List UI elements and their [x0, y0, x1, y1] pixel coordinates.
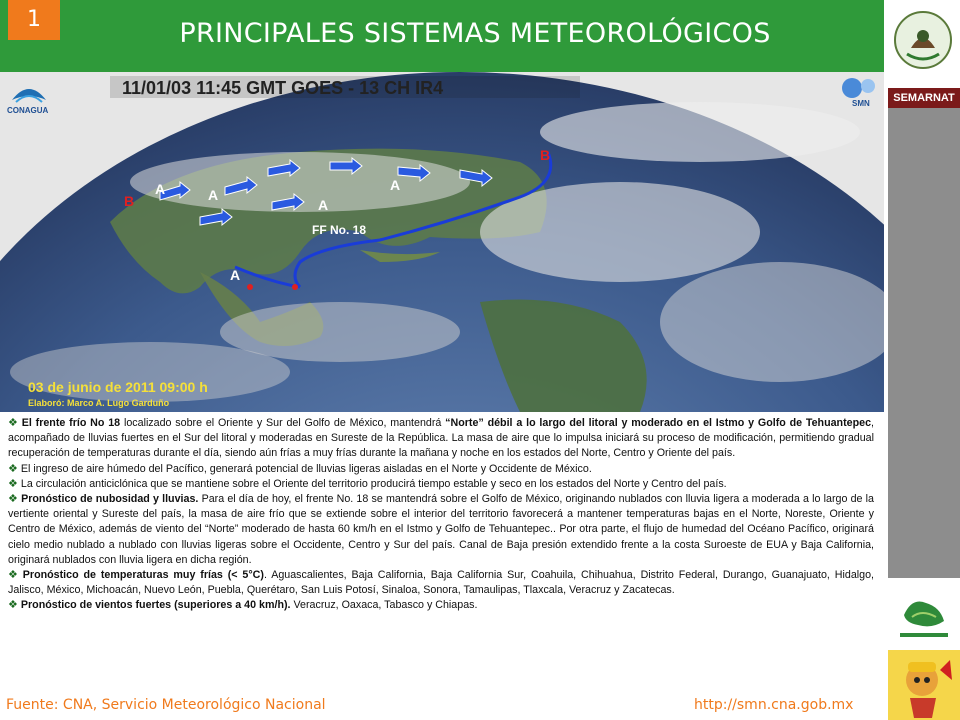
forecast-paragraph-pacific: ❖ El ingreso de aire húmedo del Pacífico, generará potencial de lluvias ligeras aisladas en el Norte y Occidente de México. — [8, 462, 592, 475]
satellite-author: Elaboró: Marco A. Lugo Garduño — [28, 398, 170, 408]
forecast-paragraph-anticyclone: ❖ La circulación anticiclónica que se mantiene sobre el Oriente del territorio producirá tiempo estable y seco en los estados del Norte y Centro del país. — [8, 477, 727, 490]
forecast-paragraph-front: ❖ El frente frío No 18 localizado sobre el Oriente y Sur del Golfo de México, mantendrá “Norte” débil a lo largo del litoral y moderado en el Istmo y Golfo de Tehuantepec, acompañado de lluvias fuertes en el Sur del litoral y moderadas en Sureste de la República. La masa de aire que lo impulsa iniciará su proceso de modificación, permitiendo gradual recuperación de temperaturas durante el día, siendo aún frías a muy frías durante la mañana y noche en los estados del Norte, Centro y Oriente del país. — [8, 417, 874, 460]
front-label: FF No. 18 — [312, 223, 367, 237]
low-pressure-label: B — [540, 147, 551, 163]
diamond-bullet-icon: ❖ — [8, 493, 19, 506]
mascot-image-icon — [888, 650, 960, 720]
diamond-bullet-icon: ❖ — [8, 417, 19, 429]
conafor-logo-icon — [892, 585, 956, 643]
forecast-paragraph-clouds: ❖ Pronóstico de nubosidad y lluvias. Para el día de hoy, el frente No. 18 se mantendrá sobre el Golfo de México, originando nublados con lluvia ligera a moderada a lo largo de la vertiente oriental y Sureste del país, la masa de aire frío que se extiende sobre el interior del territorio favorecerá a mantener temperaturas bajas en el Norte, Noreste, Oriente y Centro de México, además de viento del “Norte” moderado de hasta 60 km/h en el Istmo y Golfo de Tehuantepec.. Por otra parte, el flujo de humedad del Océano Pacífico, originará cielo medio nublado a nublado con lluvias ligeras sobre el Occidente, Centro y Sur del país. Canal de Baja presión extendido frente a la costa Suroeste de EUA y Baja California, originará nublados con lluvia ligera en dicha región. — [8, 493, 874, 566]
high-pressure-label: A — [208, 187, 219, 203]
low-pressure-label: B — [124, 193, 135, 209]
conagua-logo-icon — [4, 78, 54, 116]
semarnat-logo: SEMARNAT — [888, 88, 960, 108]
satellite-date-stamp: 03 de junio de 2011 09:00 h — [28, 379, 208, 395]
smn-logo-icon — [836, 74, 882, 108]
high-pressure-label: A — [230, 267, 241, 283]
mexico-seal-icon — [893, 8, 953, 72]
high-pressure-label: A — [318, 197, 329, 213]
satellite-image — [0, 72, 884, 412]
forecast-text — [8, 416, 874, 694]
diamond-bullet-icon: ❖ — [8, 462, 18, 475]
high-pressure-label: A — [390, 177, 401, 193]
high-pressure-label: A — [155, 181, 166, 197]
page-title: PRINCIPALES SISTEMAS METEOROLÓGICOS — [179, 18, 771, 49]
footer-url-link[interactable]: http://smn.cna.gob.mx — [694, 697, 854, 713]
smn-logo-text: SMN — [852, 99, 870, 108]
conagua-logo-text: CONAGUA — [7, 106, 49, 115]
footer-source: Fuente: CNA, Servicio Meteorológico Nacional — [6, 697, 326, 713]
forecast-paragraph-temperatures: ❖ Pronóstico de temperaturas muy frías (< 5°C). Aguascalientes, Baja California, Baja California Sur, Coahuila, Chihuahua, Distrito Federal, Durango, Guanajuato, Hidalgo, Jalisco, México, Michoacán, Nuevo León, Puebla, Querétaro, San Luis Potosí, Sinaloa, Sonora, Tamaulipas, Tlaxcala, Veracruz y Zacatecas. — [8, 569, 874, 597]
side-gray-bar — [888, 108, 960, 578]
slide-number: 1 — [8, 0, 60, 40]
diamond-bullet-icon: ❖ — [8, 477, 18, 490]
forecast-paragraph-winds: ❖ Pronóstico de vientos fuertes (superiores a 40 km/h). Veracruz, Oaxaca, Tabasco y Chiapas. — [8, 599, 478, 612]
diamond-bullet-icon: ❖ — [8, 599, 18, 612]
diamond-bullet-icon: ❖ — [8, 569, 20, 582]
satellite-timestamp: 11/01/03 11:45 GMT GOES - 13 CH IR4 — [122, 78, 444, 98]
